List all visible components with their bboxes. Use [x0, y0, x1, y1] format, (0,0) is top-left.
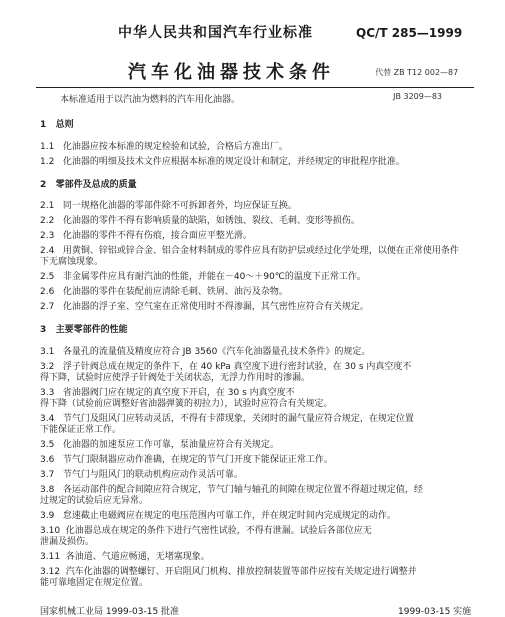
paragraph-line: 2.1 同一规格化油器的零部件除不可拆卸者外，均应保证互换。 — [40, 201, 297, 211]
paragraph-line: 3.11 各油道、气道应畅通，无堵塞现象。 — [40, 552, 210, 562]
paragraph-line: 能可靠地固定在规定位置。 — [40, 578, 149, 588]
paragraph-line: 3.3 省油器阀门应在规定的真空度下开启，在 30 s 内真空度不 — [40, 388, 295, 398]
paragraph-line: 2.5 非金属零件应具有耐汽油的性能，并能在－40～＋90℃的温度下正常工作。 — [40, 272, 366, 282]
paragraph-line: 3.1 各量孔的流量值及精度应符合 JB 3560《汽车化油器量孔技术条件》的规定。 — [40, 347, 371, 357]
paragraph-line: 3.6 节气门限制器应动作准确，在规定的节气门开度下能保证正常工作。 — [40, 455, 333, 465]
paragraph-line: 2.3 化油器的零件不得有伤痕，接合面应平整光滑。 — [40, 231, 252, 241]
paragraph-line: 3.8 各运动部件的配合间隙应符合规定，节气门轴与轴孔的间隙在规定位置不得超过规定值，经 — [40, 485, 423, 495]
paragraph-line: 3.12 汽车化油器的调整螺钉、开启阻风门机构、排放控制装置等部件应按有关规定进行调整并 — [40, 567, 417, 577]
paragraph-line: 3.10 化油器总成在规定的条件下进行气密性试验，不得有泄漏。试验后各部位应无 — [40, 526, 372, 536]
paragraph-line: 2.4 用黄铜、锌铝或锌合金、铝合金材料制成的零件应具有防护层或经过化学处理，以便在正常使用条件 — [40, 246, 459, 256]
paragraph-line: 3.2 浮子针阀总成在规定的条件下，在 40 kPa 真空度下进行密封试验，在 30 s 内真空度不 — [40, 362, 412, 372]
paragraph-line: 得下降，试验时应使浮子针阀处于关闭状态，无浮力作用时的渗漏。 — [40, 373, 311, 383]
paragraph-line: 1.2 化油器的明细及技术文件应根据本标准的规定设计和制定，并经规定的审批程序批准。 — [40, 157, 405, 167]
replaces-block — [370, 55, 458, 103]
paragraph-line: 泄漏及损伤。 — [40, 537, 95, 547]
paragraph-line: 本标准适用于以汽油为燃料的汽车用化油器。 — [60, 95, 241, 105]
section-heading: 1 总则 — [40, 120, 74, 130]
standard-title: 汽车化油器技术条件 — [128, 62, 335, 83]
paragraph-line: 3.5 化油器的加速泵应工作可靠，泵油量应符合有关规定。 — [40, 440, 279, 450]
paragraph-line: 2.6 化油器的零件在装配前应清除毛刺、铁屑、油污及杂物。 — [40, 287, 288, 297]
paragraph-line: 3.7 节气门与阻风门的联动机构应动作灵活可靠。 — [40, 470, 243, 480]
approval-date: 国家机械工业局 1999-03-15 批准 — [40, 607, 180, 617]
paragraph-line: 过规定的试验后应无异常。 — [40, 496, 149, 506]
paragraph-line: 下无腐蚀现象。 — [40, 257, 104, 267]
section-heading: 2 零部件及总成的质量 — [40, 180, 137, 190]
paragraph-line: 3.9 怠速截止电磁阀应在规定的电压范围内可靠工作，并在规定时间内完成规定的动作。 — [40, 511, 396, 521]
org-title: 中华人民共和国汽车行业标准 — [118, 25, 313, 41]
implementation-date: 1999-03-15 实施 — [398, 607, 472, 617]
paragraph-line: 2.7 化油器的浮子室、空气室在正常使用时不得渗漏，其气密性应符合有关规定。 — [40, 302, 369, 312]
paragraph-line: 1.1 化油器应按本标准的规定检验和试验，合格后方准出厂。 — [40, 142, 288, 152]
standard-number: QC/T 285—1999 — [356, 26, 463, 40]
paragraph-line: 得下降（试验前应调整好省油器弹簧的初拉力），试验时应符合有关规定。 — [40, 399, 333, 409]
replaces-item: JB 3209—83 — [393, 92, 443, 101]
section-heading: 3 主要零部件的性能 — [40, 325, 128, 335]
paragraph-line: 3.4 节气门及阻风门应转动灵活，不得有卡滞现象，关闭时的漏气量应符合规定，在规定位置 — [40, 414, 414, 424]
paragraph-line: 下能保证正常工作。 — [40, 425, 122, 435]
paragraph-line: 2.2 化油器的零件不得有影响质量的缺陷，如锈蚀、裂纹、毛刺、变形等损伤。 — [40, 216, 360, 226]
replaces-label: 代替 — [375, 68, 392, 77]
replaces-item: ZB T12 002—87 — [393, 68, 459, 77]
header-rule — [36, 87, 474, 88]
